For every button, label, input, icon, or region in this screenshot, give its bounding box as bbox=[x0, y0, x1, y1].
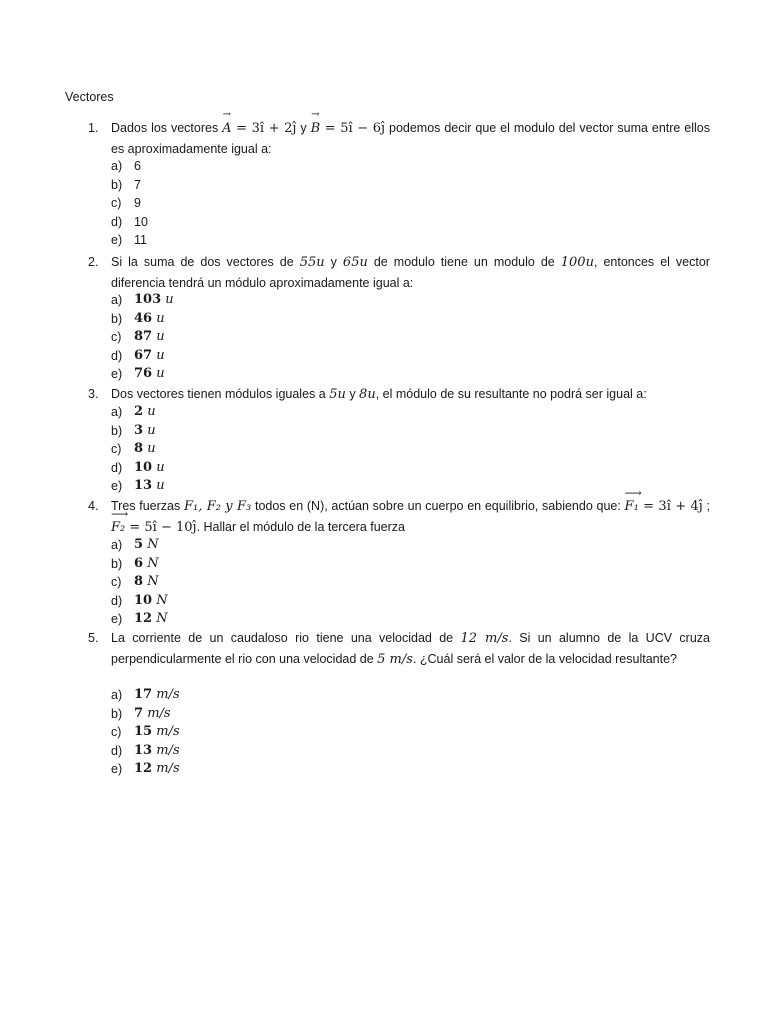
option-e: e) 76 u bbox=[111, 366, 165, 382]
option-b: b) 7 bbox=[111, 177, 141, 192]
option-c: c) 9 bbox=[111, 196, 141, 211]
option-b: b) 6 N bbox=[111, 555, 159, 571]
option-e: e) 12 m/s bbox=[111, 761, 180, 777]
option-c: c) 87 u bbox=[111, 329, 165, 345]
question-text: Dados los vectores → A = 3î + 2ĵ y → B = 5î − 6ĵ podemos decir que el modulo del vector suma entre ellos es aproximadamente igual a: bbox=[111, 118, 710, 159]
answer-options bbox=[0, 403, 768, 496]
vector-a: → A bbox=[222, 119, 231, 139]
question-number: 4. bbox=[88, 499, 99, 513]
question-text: Tres fuerzas F₁, F₂ y F₃ todos en (N), actúan sobre un cuerpo en equilibrio, sabiendo que: ⟶ F₁ = 3î + 4ĵ ; ⟶ F₂ = 5î − 10ĵ. Hallar el módulo de la tercera fuerza bbox=[111, 496, 710, 538]
option-c: c) 8 u bbox=[111, 441, 156, 457]
option-a: a) 6 bbox=[111, 159, 141, 173]
option-d: d) 10 bbox=[111, 214, 148, 229]
answer-options bbox=[0, 536, 768, 629]
option-d: d) 13 m/s bbox=[111, 742, 180, 758]
option-a: a) 5 N bbox=[111, 537, 159, 552]
question-number: 2. bbox=[88, 255, 99, 269]
question-number: 1. bbox=[88, 121, 99, 135]
question-number: 5. bbox=[88, 631, 99, 645]
option-d: d) 10 u bbox=[111, 459, 165, 475]
option-b: b) 3 u bbox=[111, 422, 156, 438]
option-d: d) 67 u bbox=[111, 347, 165, 363]
option-c: c) 15 m/s bbox=[111, 724, 180, 740]
option-e: e) 13 u bbox=[111, 478, 165, 494]
option-e: e) 12 N bbox=[111, 611, 168, 627]
vector-f1: ⟶ F₁ bbox=[625, 497, 639, 517]
answer-options bbox=[0, 686, 768, 779]
vector-b: → B bbox=[311, 119, 321, 139]
question-text: Dos vectores tienen módulos iguales a 5u y 8u, el módulo de su resultante no podrá ser igual a: bbox=[111, 387, 647, 402]
question-text: Si la suma de dos vectores de 55u y 65u de modulo tiene un modulo de 100u, entonces el vector diferencia tendrá un módulo aproximadamente igual a: bbox=[111, 255, 710, 290]
answer-options bbox=[0, 157, 768, 250]
option-b: b) 7 m/s bbox=[111, 705, 171, 721]
option-a: a) 2 u bbox=[111, 404, 156, 419]
vector-f2: ⟶ F₂ bbox=[111, 518, 125, 538]
option-a: a) 103 u bbox=[111, 292, 174, 307]
answer-options bbox=[0, 291, 768, 384]
option-a: a) 17 m/s bbox=[111, 687, 180, 702]
option-b: b) 46 u bbox=[111, 310, 165, 326]
option-d: d) 10 N bbox=[111, 592, 168, 608]
question-text: La corriente de un caudaloso rio tiene una velocidad de 12 m/s. Si un alumno de la UCV cruza perpendicularmente el rio con una velocidad de 5 m/s. ¿Cuál será el valor de la velocidad resultante? bbox=[111, 631, 710, 667]
option-c: c) 8 N bbox=[111, 574, 159, 590]
question-number: 3. bbox=[88, 387, 99, 401]
option-e: e) 11 bbox=[111, 233, 147, 248]
document-title: Vectores bbox=[65, 90, 114, 104]
